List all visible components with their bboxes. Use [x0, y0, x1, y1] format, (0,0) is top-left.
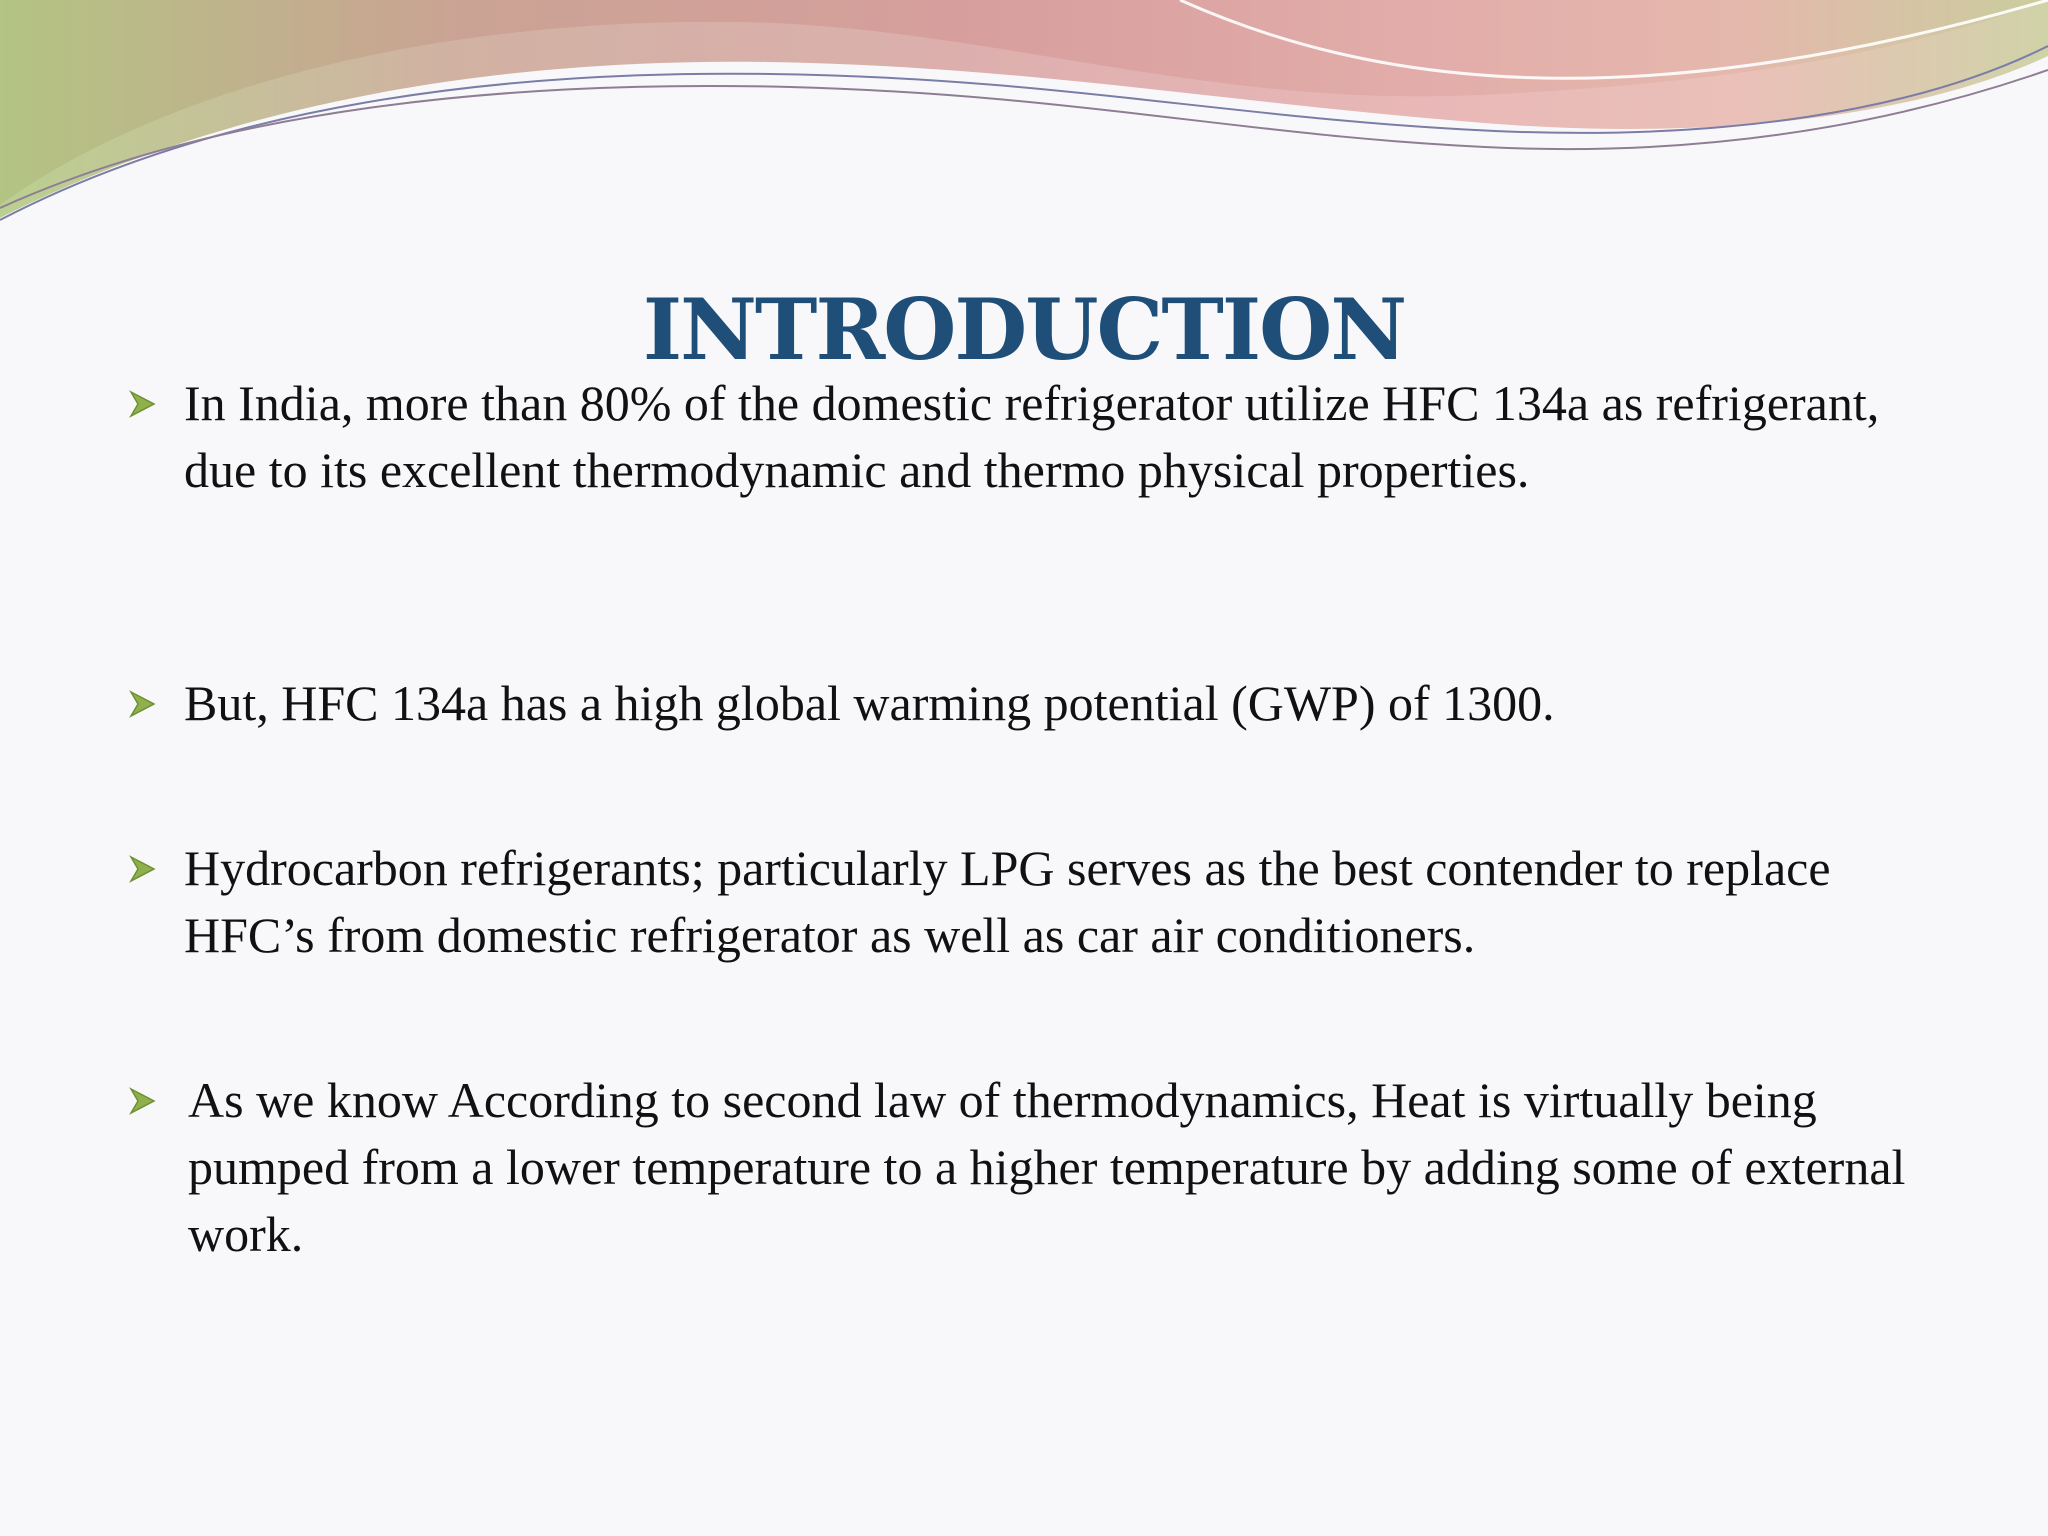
- arrowhead-bullet-icon: [126, 853, 158, 885]
- arrowhead-bullet-icon: [126, 1085, 158, 1117]
- bullet-text: Hydrocarbon refrigerants; particularly LPG serves as the best contender to replace HFC’s from domestic refrigerator as well as car air conditioners.: [184, 840, 1831, 963]
- arrowhead-bullet-icon: [126, 688, 158, 720]
- slide-title: INTRODUCTION: [642, 280, 1406, 380]
- header-wave-decoration: [0, 0, 2048, 240]
- bullet-text: In India, more than 80% of the domestic refrigerator utilize HFC 134a as refrigerant, due to its excellent thermodynamic and thermo physical properties.: [184, 375, 1880, 498]
- bullet-text: As we know According to second law of thermodynamics, Heat is virtually being pumped from a lower temperature to a higher temperature by adding some of external work.: [188, 1072, 1906, 1262]
- bullet-text: But, HFC 134a has a high global warming potential (GWP) of 1300.: [184, 675, 1555, 731]
- arrowhead-bullet-icon: [126, 388, 158, 420]
